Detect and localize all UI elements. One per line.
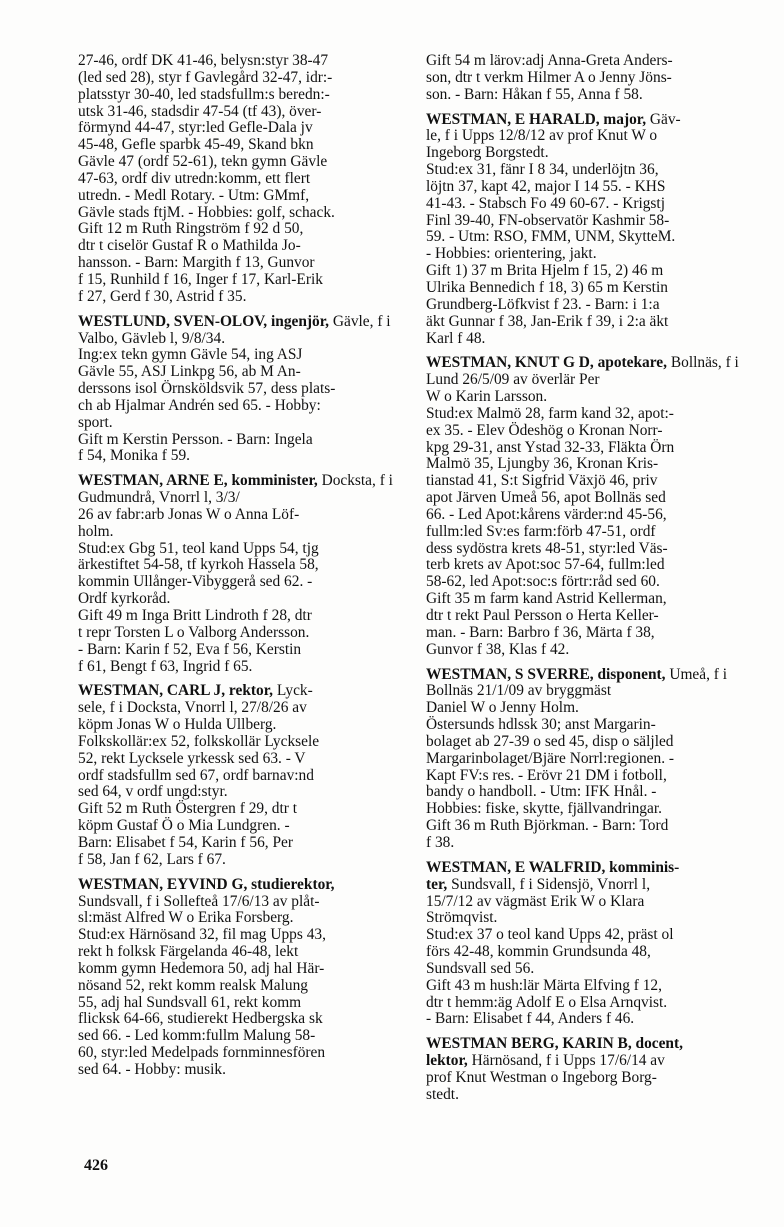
entry-westman-berg-karin	[426, 1036, 746, 1103]
entry-heading: WESTMAN, S SVERRE, disponent,	[426, 665, 666, 683]
entry-body: Gift 54 m lärov:adj Anna-Greta Anders- son, dtr t verkm Hilmer A o Jenny Jöns- son. - Barn: Håkan f 55, Anna f 58.	[426, 52, 673, 103]
right-column	[426, 53, 746, 1112]
entry-heading: WESTMAN, E HARALD, major,	[426, 110, 647, 128]
entry-westman-harald	[426, 112, 746, 348]
entry-body: Lyck- sele, f i Docksta, Vnorrl l, 27/8/26 av köpm Jonas W o Hulda Ullberg. Folkskollär:ex 52, folkskollär Lycksele 52, rekt Lycksele yrkessk sed 63. - V ordf stadsfullm sed 67, ordf barnav:nd sed 64, v ordf ungd:styr. Gift 52 m Ruth Östergren f 29, dtr t köpm Gustaf Ö o Mia Lundgren. - Barn: Elisabet f 54, Karin f 56, Per f 58, Jan f 62, Lars f 67.	[78, 682, 320, 868]
page-number: 426	[84, 1157, 108, 1174]
entry-body: Umeå, f i Bollnäs 21/1/09 av bryggmäst Daniel W o Jenny Holm. Östersunds hdlssk 30; anst Margarin- bolaget ab 27-39 o sed 45, disp o säljled Margarinbolaget/Bjäre Norrl:regionen. - Kapt FV:s res. - Erövr 21 DM i fotboll, bandy o handboll. - Utm: IFK Hnål. - Hobbies: fiske, skytte, fjällvandringar. Gift 36 m Ruth Björkman. - Barn: Tord f 38.	[426, 665, 728, 851]
entry-continuation	[78, 53, 398, 306]
entry-body: Gäv- le, f i Upps 12/8/12 av prof Knut W o Ingeborg Borgstedt. Stud:ex 31, fänr I 8 34, underlöjtn 36, löjtn 37, kapt 42, major I 14 55. - KHS 41-43. - Stabsch Fo 49 60-67. - Krigstj Finl 39-40, FN-observatör Kashmir 58- 59. - Utm: RSO, FMM, UNM, SkytteM. - Hobbies: orientering, jakt. Gift 1) 37 m Brita Hjelm f 15, 2) 46 m Ulrika Bennedich f 18, 3) 65 m Kerstin Grundberg-Löfkvist f 23. - Barn: i 1:a äkt Gunnar f 38, Jan-Erik f 39, i 2:a äkt Karl f 48.	[426, 110, 681, 347]
entry-body: Docksta, f i Gudmundrå, Vnorrl l, 3/3/ 26 av fabr:arb Jonas W o Anna Löf- holm. Stud:ex Gbg 51, teol kand Upps 54, tjg ärkestiftet 54-58, tf kyrkoh Hassela 58, kommin Ullånger-Vibyggerå sed 62. - Ordf kyrkoråd. Gift 49 m Inga Britt Lindroth f 28, dtr t repr Torsten L o Valborg Andersson. - Barn: Karin f 52, Eva f 56, Kerstin f 61, Bengt f 63, Ingrid f 65.	[78, 472, 393, 675]
entry-heading: WESTLUND, SVEN-OLOV, ingenjör,	[78, 312, 330, 330]
entry-westlund-sven-olov	[78, 314, 398, 466]
entry-westman-eyvind	[78, 877, 398, 1079]
entry-heading: WESTMAN, KNUT G D, apotekare,	[426, 354, 667, 372]
entry-heading: WESTMAN, CARL J, rektor,	[78, 682, 273, 700]
entry-body: Sundsvall, f i Sidensjö, Vnorrl l, 15/7/12 av vägmäst Erik W o Klara Strömqvist. Stud:ex 37 o teol kand Upps 42, präst ol förs 42-48, kommin Grundsunda 48, Sundsvall sed 56. Gift 43 m hush:lär Märta Elfving f 12, dtr t hemm:äg Adolf E o Elsa Arnqvist. - Barn: Elisabet f 44, Anders f 46.	[426, 875, 674, 1028]
entry-body: Sundsvall, f i Sollefteå 17/6/13 av plåt- sl:mäst Alfred W o Erika Forsberg. Stud:ex Härnösand 32, fil mag Upps 43, rekt h folksk Färgelanda 46-48, lekt komm gymn Hedemora 50, adj hal Här- nösand 52, rekt komm realsk Malung 55, adj hal Sundsvall 61, rekt komm flicksk 64-66, studierekt Hedbergska sk sed 66. - Led komm:fullm Malung 58- 60, styr:led Medelpads fornminnesfören sed 64. - Hobby: musik.	[78, 892, 326, 1078]
entry-body: 27-46, ordf DK 41-46, belysn:styr 38-47 (led sed 28), styr f Gavlegård 32-47, idr:- platsstyr 30-40, led stadsfullm:s beredn:- utsk 31-46, stadsdir 47-54 (tf 43), över- förmynd 44-47, styr:led Gefle-Dala jv 45-48, Gefle sparbk 45-49, Skand bkn Gävle 47 (ordf 52-61), tekn gymn Gävle 47-63, ordf div utredn:komm, ett flert utredn. - Medl Rotary. - Utm: GMmf, Gävle stads ftjM. - Hobbies: golf, schack. Gift 12 m Ruth Ringström f 92 d 50, dtr t ciselör Gustaf R o Mathilda Jo- hansson. - Barn: Margith f 13, Gunvor f 15, Runhild f 16, Inger f 17, Karl-Erik f 27, Gerd f 30, Astrid f 35.	[78, 52, 335, 305]
entry-heading: WESTMAN BERG, KARIN B, docent, lektor,	[426, 1035, 683, 1070]
entry-continuation	[426, 53, 746, 104]
entry-body: Gävle, f i Valbo, Gävleb l, 9/8/34. Ing:ex tekn gymn Gävle 54, ing ASJ Gävle 55, ASJ Linkpg 56, ab M An- derssons isol Örnsköldsvik 57, dess plats- ch ab Hjalmar Andrén sed 65. - Hobby: sport. Gift m Kerstin Persson. - Barn: Ingela f 54, Monika f 59.	[78, 312, 391, 465]
entry-heading: WESTMAN, ARNE E, komminister,	[78, 472, 318, 490]
entry-body: Härnösand, f i Upps 17/6/14 av prof Knut Westman o Ingeborg Borg- stedt.	[426, 1052, 665, 1103]
entry-westman-arne	[78, 473, 398, 675]
entry-westman-sverre	[426, 667, 746, 852]
entry-westman-walfrid	[426, 860, 746, 1028]
entry-heading: WESTMAN, EYVIND G, studierektor,	[78, 875, 335, 893]
left-column	[78, 53, 398, 1087]
entry-westman-carl	[78, 683, 398, 868]
entry-westman-knut	[426, 355, 746, 658]
entry-heading: WESTMAN, E WALFRID, komminis- ter,	[426, 858, 680, 893]
entry-body: Bollnäs, f i Lund 26/5/09 av överlär Per W o Karin Larsson. Stud:ex Malmö 28, farm kand 32, apot:- ex 35. - Elev Ödeshög o Kronan Norr- kpg 29-31, anst Ystad 32-33, Fläkta Örn Malmö 35, Ljungby 36, Kronan Kris- tianstad 41, S:t Sigfrid Växjö 46, priv apot Järven Umeå 56, apot Bollnäs sed 66. - Led Apot:kårens värder:nd 45-56, fullm:led Sv:es farm:förb 47-51, ordf dess sydöstra krets 48-51, styr:led Väs- terb krets av Apot:soc 57-64, fullm:led 58-62, led Apot:soc:s förtr:råd sed 60. Gift 35 m farm kand Astrid Kellerman, dtr t rekt Paul Persson o Herta Keller- man. - Barn: Barbro f 36, Märta f 38, Gunvor f 38, Klas f 42.	[426, 354, 739, 658]
